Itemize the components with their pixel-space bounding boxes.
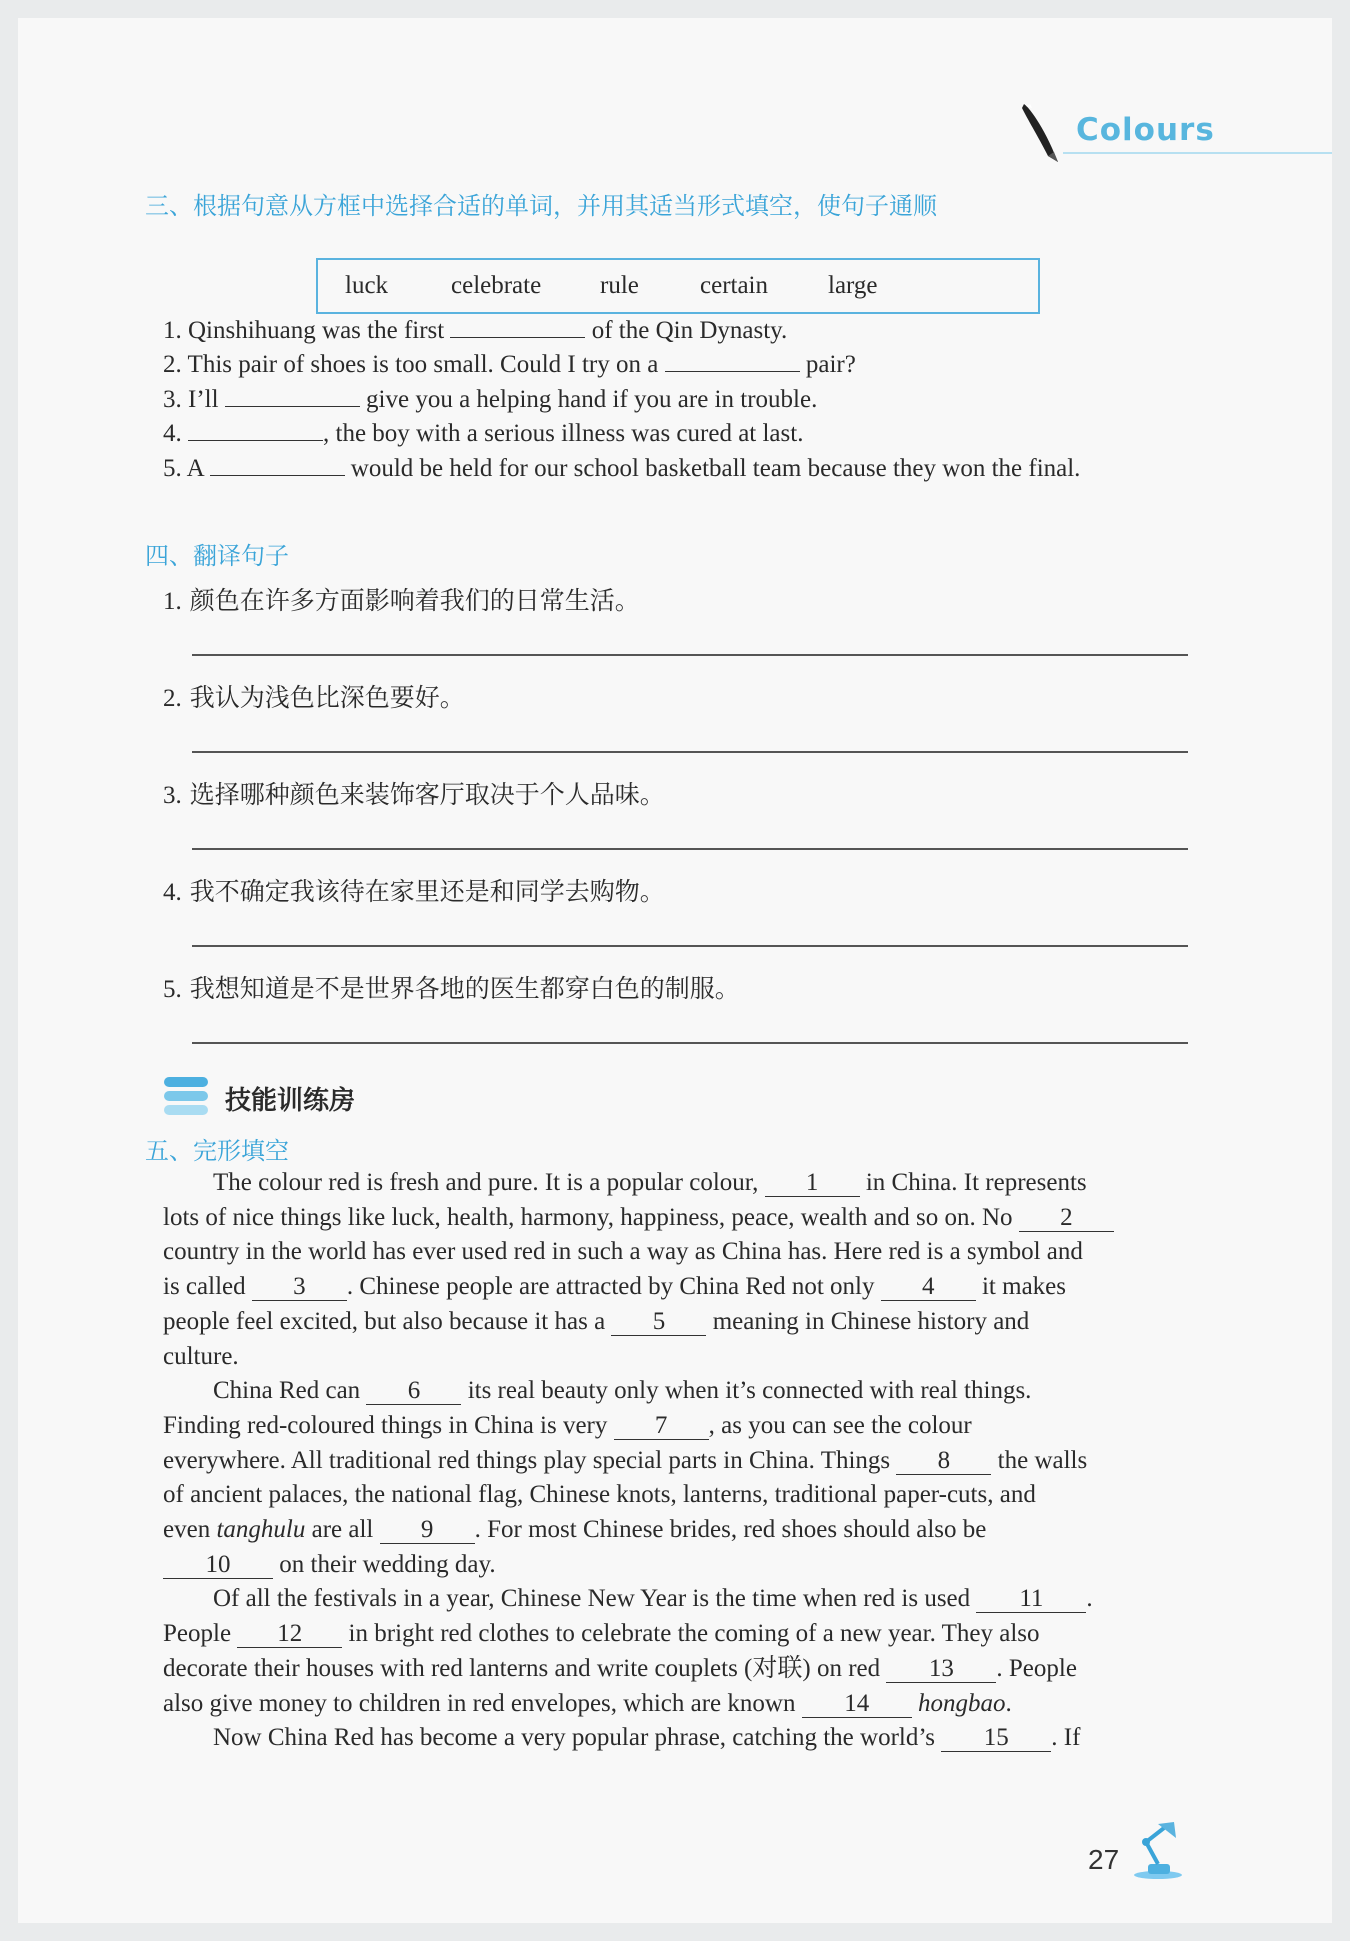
answer-line[interactable] xyxy=(192,1042,1188,1044)
cloze-gap[interactable]: 8 xyxy=(896,1448,991,1475)
cloze-gap[interactable]: 5 xyxy=(611,1309,706,1336)
word-item: celebrate xyxy=(451,272,542,299)
cloze-gap[interactable]: 1 xyxy=(765,1170,860,1197)
cloze-gap[interactable]: 12 xyxy=(237,1621,342,1648)
section4-title: 四、翻译句子 xyxy=(145,542,289,570)
answer-blank[interactable] xyxy=(450,315,585,338)
answer-line[interactable] xyxy=(192,848,1188,850)
fill-item: 2. This pair of shoes is too small. Could I try on a pair? xyxy=(163,351,856,378)
fill-item: 1. Qinshihuang was the first of the Qin Dynasty. xyxy=(163,317,788,344)
translate-item: 2. 我认为浅色比深色要好。 xyxy=(163,683,465,712)
page-number: 27 xyxy=(1088,1844,1120,1875)
cloze-passage: The colour red is fresh and pure. It is a popular colour, 1 in China. It represents lots of nice things like luck, health, harmony, happiness, peace, wealth and so on. No 2 country in the world has ever used red in such a way as China has. Here red is a symbol and is called 3 . Chinese people are attracted by China Red not only 4 it makes people feel excited, but also because it has a 5 meaning in Chinese history and culture. China Red can 6 its real beauty only when it’s connected with real things. Finding red-coloured things in China is very 7 , as you can see the colour everywhere. All traditional red things play special parts in China. Things 8 the walls of ancient palaces, the national flag, Chinese knots, lanterns, traditional paper-cuts, and even tanghulu are all 9 . For most Chinese brides, red shoes should also be 10 on their wedding day. Of all the festivals in a year, Chinese New Year is the time when red is used 11 . People 12 in bright red clothes to celebrate the coming of a new year. They also decorate their houses with red lanterns and write couplets (对联) on red 13 . People also give money to children in red envelopes, which are known 14 hongbao. Now China Red has become a very popular phrase, catching the world’s 15 . If xyxy=(163,1166,1193,1756)
header-title: Colours xyxy=(1076,112,1215,148)
header xyxy=(1018,100,1332,160)
word-item: luck xyxy=(345,272,389,299)
cloze-gap[interactable]: 14 xyxy=(802,1691,912,1718)
word-item: large xyxy=(828,272,878,299)
cloze-gap[interactable]: 3 xyxy=(252,1274,347,1301)
skills-title: 技能训练房 xyxy=(225,1086,356,1116)
cloze-gap[interactable]: 13 xyxy=(886,1656,996,1683)
fill-item: 5. A would be held for our school basketball team because they won the final. xyxy=(163,455,1081,482)
translate-item: 4. 我不确定我该待在家里还是和同学去购物。 xyxy=(163,877,665,906)
word-box xyxy=(316,258,1040,314)
cloze-gap[interactable]: 9 xyxy=(380,1517,475,1544)
answer-blank[interactable] xyxy=(210,453,345,476)
skills-icon xyxy=(162,1073,212,1118)
translate-item: 1. 颜色在许多方面影响着我们的日常生活。 xyxy=(163,586,640,615)
header-underline xyxy=(1063,152,1332,154)
answer-blank[interactable] xyxy=(665,349,800,372)
translate-item: 5. 我想知道是不是世界各地的医生都穿白色的制服。 xyxy=(163,974,740,1003)
cloze-gap[interactable]: 7 xyxy=(614,1413,709,1440)
cloze-gap[interactable]: 6 xyxy=(366,1378,461,1405)
word-item: certain xyxy=(700,272,769,299)
lamp-icon xyxy=(1128,1818,1188,1880)
cloze-gap[interactable]: 4 xyxy=(881,1274,976,1301)
section3-title: 三、根据句意从方框中选择合适的单词，并用其适当形式填空，使句子通顺 xyxy=(145,192,937,220)
translate-item: 3. 选择哪种颜色来装饰客厅取决于个人品味。 xyxy=(163,780,665,809)
cloze-gap[interactable]: 15 xyxy=(941,1725,1051,1752)
answer-line[interactable] xyxy=(192,751,1188,753)
fill-item: 4. , the boy with a serious illness was cured at last. xyxy=(163,420,804,447)
page xyxy=(18,18,1332,1923)
answer-blank[interactable] xyxy=(188,418,323,441)
answer-blank[interactable] xyxy=(225,384,360,407)
cloze-gap[interactable]: 10 xyxy=(163,1552,273,1579)
fill-item: 3. I’ll give you a helping hand if you are in trouble. xyxy=(163,386,818,413)
cloze-gap[interactable]: 2 xyxy=(1019,1205,1114,1232)
cloze-gap[interactable]: 11 xyxy=(976,1586,1086,1613)
word-item: rule xyxy=(600,272,639,299)
section5-title: 五、完形填空 xyxy=(145,1137,289,1165)
answer-line[interactable] xyxy=(192,945,1188,947)
pen-icon xyxy=(1018,100,1068,170)
answer-line[interactable] xyxy=(192,654,1188,656)
